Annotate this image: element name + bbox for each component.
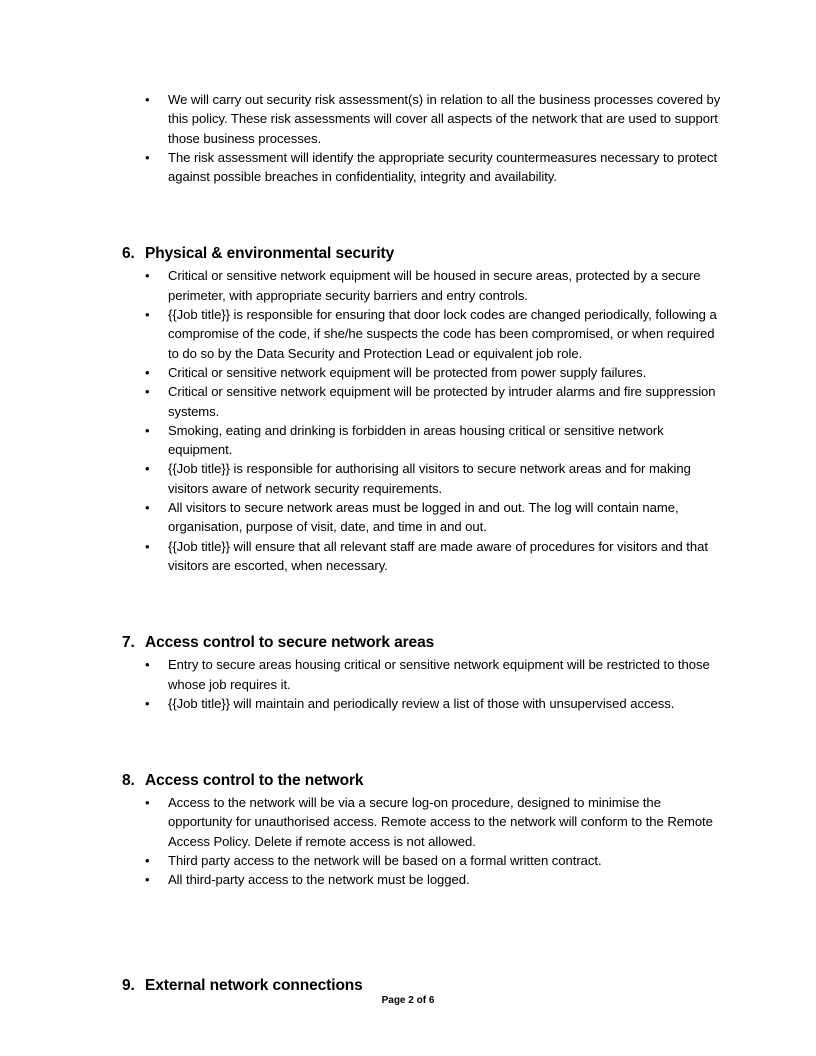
- spacer: [122, 890, 722, 976]
- list-item: • {{Job title}} will ensure that all relevant staff are made aware of procedures for visitors and that visitors are escorted, when necessary.: [122, 537, 722, 576]
- section-6: [122, 244, 722, 575]
- list-item: • All visitors to secure network areas must be logged in and out. The log will contain name, organisation, purpose of visit, date, and time in and out.: [122, 498, 722, 537]
- continued-bullet-list: [122, 90, 722, 186]
- list-item: • We will carry out security risk assessment(s) in relation to all the business processes covered by this policy. These risk assessments will cover all aspects of the network that are used to support those business processes.: [122, 90, 722, 148]
- section-heading: [122, 976, 722, 996]
- section-number: 6.: [122, 245, 135, 263]
- section-9: [122, 976, 722, 996]
- list-item: • Third party access to the network will be based on a formal written contract.: [122, 851, 722, 870]
- list-item: • {{Job title}} will maintain and periodically review a list of those with unsupervised access.: [122, 694, 722, 713]
- spacer: [122, 713, 722, 771]
- bullet-list: [122, 793, 722, 889]
- spacer: [122, 575, 722, 633]
- section-number: 9.: [122, 976, 135, 994]
- section-number: 8.: [122, 772, 135, 790]
- section-title: Access control to secure network areas: [145, 634, 435, 652]
- section-title: External network connections: [145, 976, 363, 994]
- bullet-list: [122, 655, 722, 713]
- page-content: [122, 90, 722, 996]
- list-item: • Critical or sensitive network equipment will be protected by intruder alarms and fire suppression systems.: [122, 382, 722, 421]
- list-item: • Critical or sensitive network equipment will be protected from power supply failures.: [122, 363, 722, 382]
- bullet-list: [122, 90, 722, 186]
- list-item: • All third-party access to the network must be logged.: [122, 870, 722, 889]
- section-heading: [122, 244, 722, 264]
- list-item: • Smoking, eating and drinking is forbidden in areas housing critical or sensitive network equipment.: [122, 421, 722, 460]
- list-item: • Critical or sensitive network equipment will be housed in secure areas, protected by a secure perimeter, with appropriate security barriers and entry controls.: [122, 266, 722, 305]
- section-number: 7.: [122, 634, 135, 652]
- list-item: • Access to the network will be via a secure log-on procedure, designed to minimise the opportunity for unauthorised access. Remote access to the network will conform to the Remote Access Policy. Delete if remote access is not allowed.: [122, 793, 722, 851]
- section-heading: [122, 771, 722, 791]
- section-title: Physical & environmental security: [145, 245, 395, 263]
- list-item: • {{Job title}} is responsible for authorising all visitors to secure network areas and for making visitors aware of network security requirements.: [122, 459, 722, 498]
- list-item: • {{Job title}} is responsible for ensuring that door lock codes are changed periodically, following a compromise of the code, if she/he suspects the code has been compromised, or when required to do so by the Data Security and Protection Lead or equivalent job role.: [122, 305, 722, 363]
- list-item: • The risk assessment will identify the appropriate security countermeasures necessary to protect against possible breaches in confidentiality, integrity and availability.: [122, 148, 722, 187]
- page-number-label: Page 2 of 6: [381, 995, 435, 1006]
- bullet-list: [122, 266, 722, 575]
- spacer: [122, 186, 722, 244]
- page-footer: [0, 994, 816, 1007]
- section-8: [122, 771, 722, 889]
- section-heading: [122, 633, 722, 653]
- section-7: [122, 633, 722, 713]
- list-item: • Entry to secure areas housing critical or sensitive network equipment will be restricted to those whose job requires it.: [122, 655, 722, 694]
- section-title: Access control to the network: [145, 772, 364, 790]
